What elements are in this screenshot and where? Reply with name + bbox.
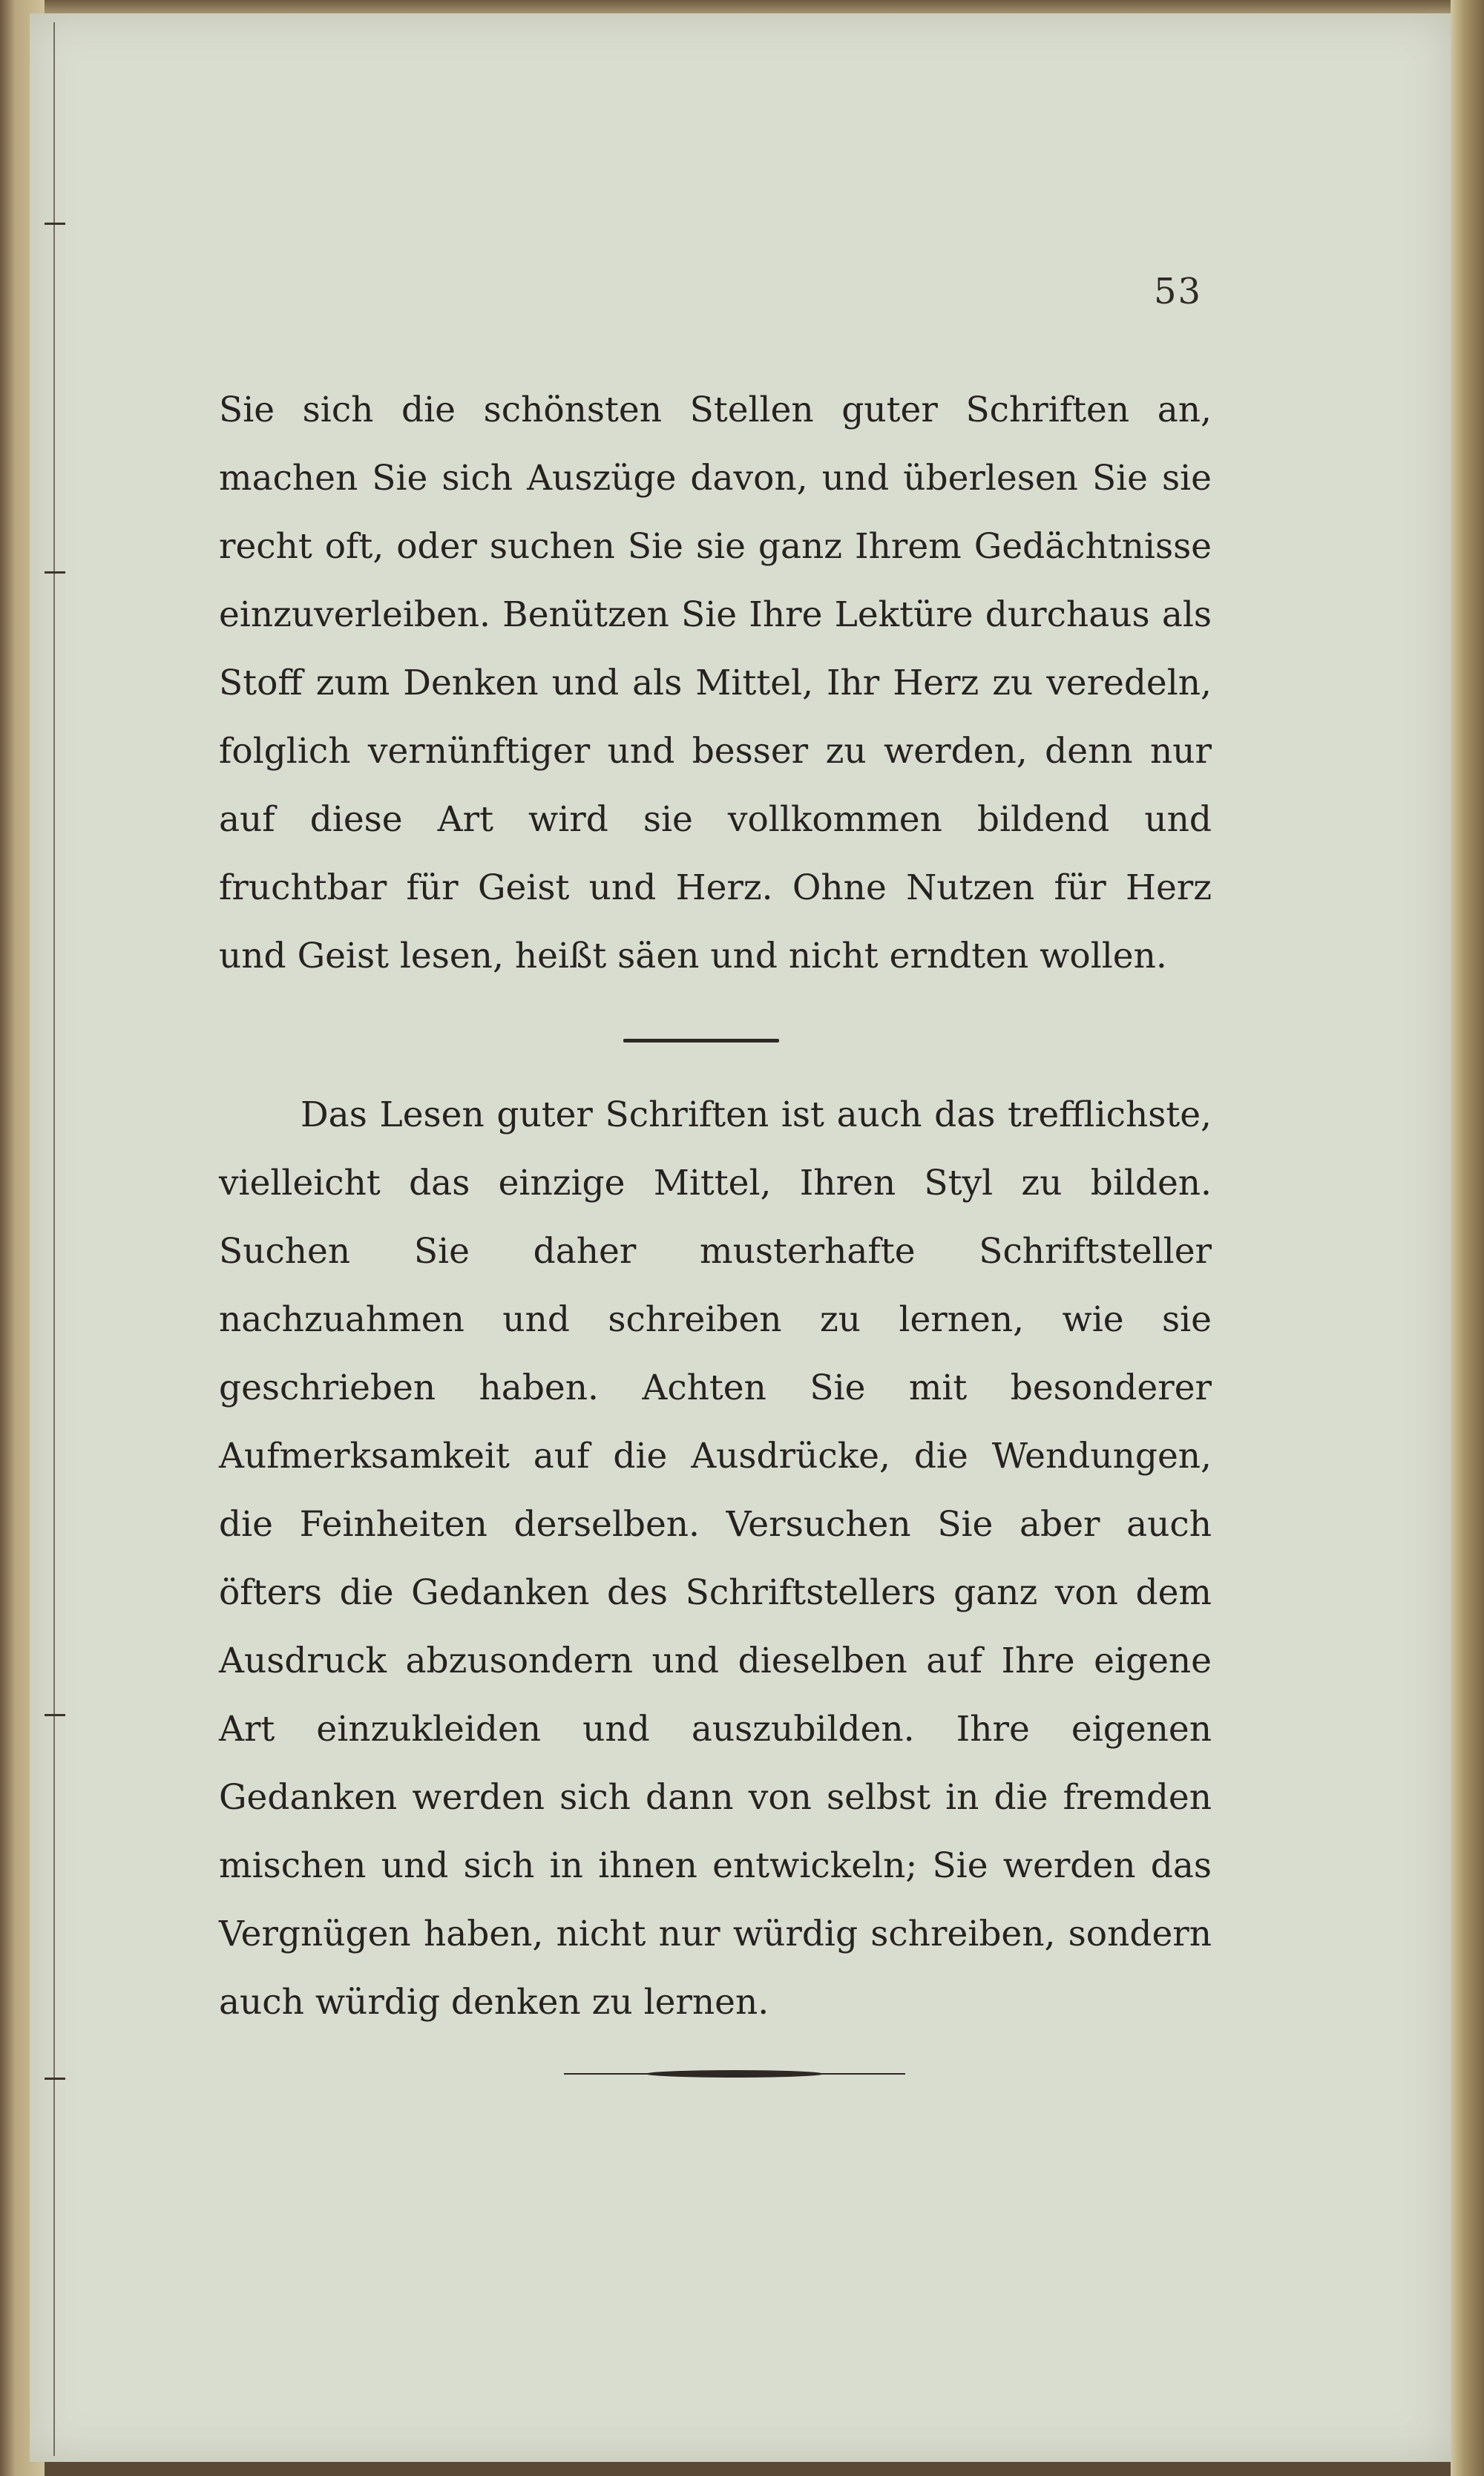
margin-tick-mark xyxy=(45,223,65,225)
page-number: 53 xyxy=(1154,271,1203,312)
margin-rule-line xyxy=(53,22,55,2456)
section-divider xyxy=(623,1039,779,1042)
paragraph-1: Sie sich die schönsten Stellen guter Schriften an, machen Sie sich Auszüge davon, und überlesen Sie sie recht oft, oder suchen Sie sie ganz Ihrem Gedächtnisse einzuverleiben. Benützen Sie Ihre Lektüre durchaus als Stoff zum Denken und als Mittel, Ihr Herz zu veredeln, folglich vernünftiger und besser zu werden, denn nur auf diese Art wird sie vollkommen bildend und fruchtbar für Geist und Herz. Ohne Nutzen für Herz und Geist lesen, heißt säen und nicht erndten wollen. xyxy=(219,390,1212,976)
page-top-edge xyxy=(0,0,1484,15)
book-right-edge xyxy=(1451,0,1484,2476)
margin-tick-mark xyxy=(45,571,65,574)
margin-tick-mark xyxy=(45,1714,65,1716)
paragraph-2: Das Lesen guter Schriften ist auch das trefflichste, vielleicht das einzige Mittel, Ihren Styl zu bilden. Suchen Sie daher musterhafte Schriftsteller nachzuahmen und schreiben zu lernen, wie sie geschrieben haben. Achten Sie mit besonderer Aufmerksamkeit auf die Ausdrücke, die Wendungen, die Feinheiten derselben. Versuchen Sie aber auch öfters die Gedanken des Schriftstellers ganz von dem Ausdruck abzusondern und dieselben auf Ihre eigene Art einzukleiden und auszubilden. Ihre eigenen Gedanken werden sich dann von selbst in die fremden mischen und sich in ihnen entwickeln; Sie werden das Vergnügen haben, nicht nur würdig schreiben, sondern auch würdig denken zu lernen. xyxy=(219,1094,1212,2023)
end-ornament-divider xyxy=(564,2070,905,2078)
margin-tick-mark xyxy=(45,2078,65,2080)
